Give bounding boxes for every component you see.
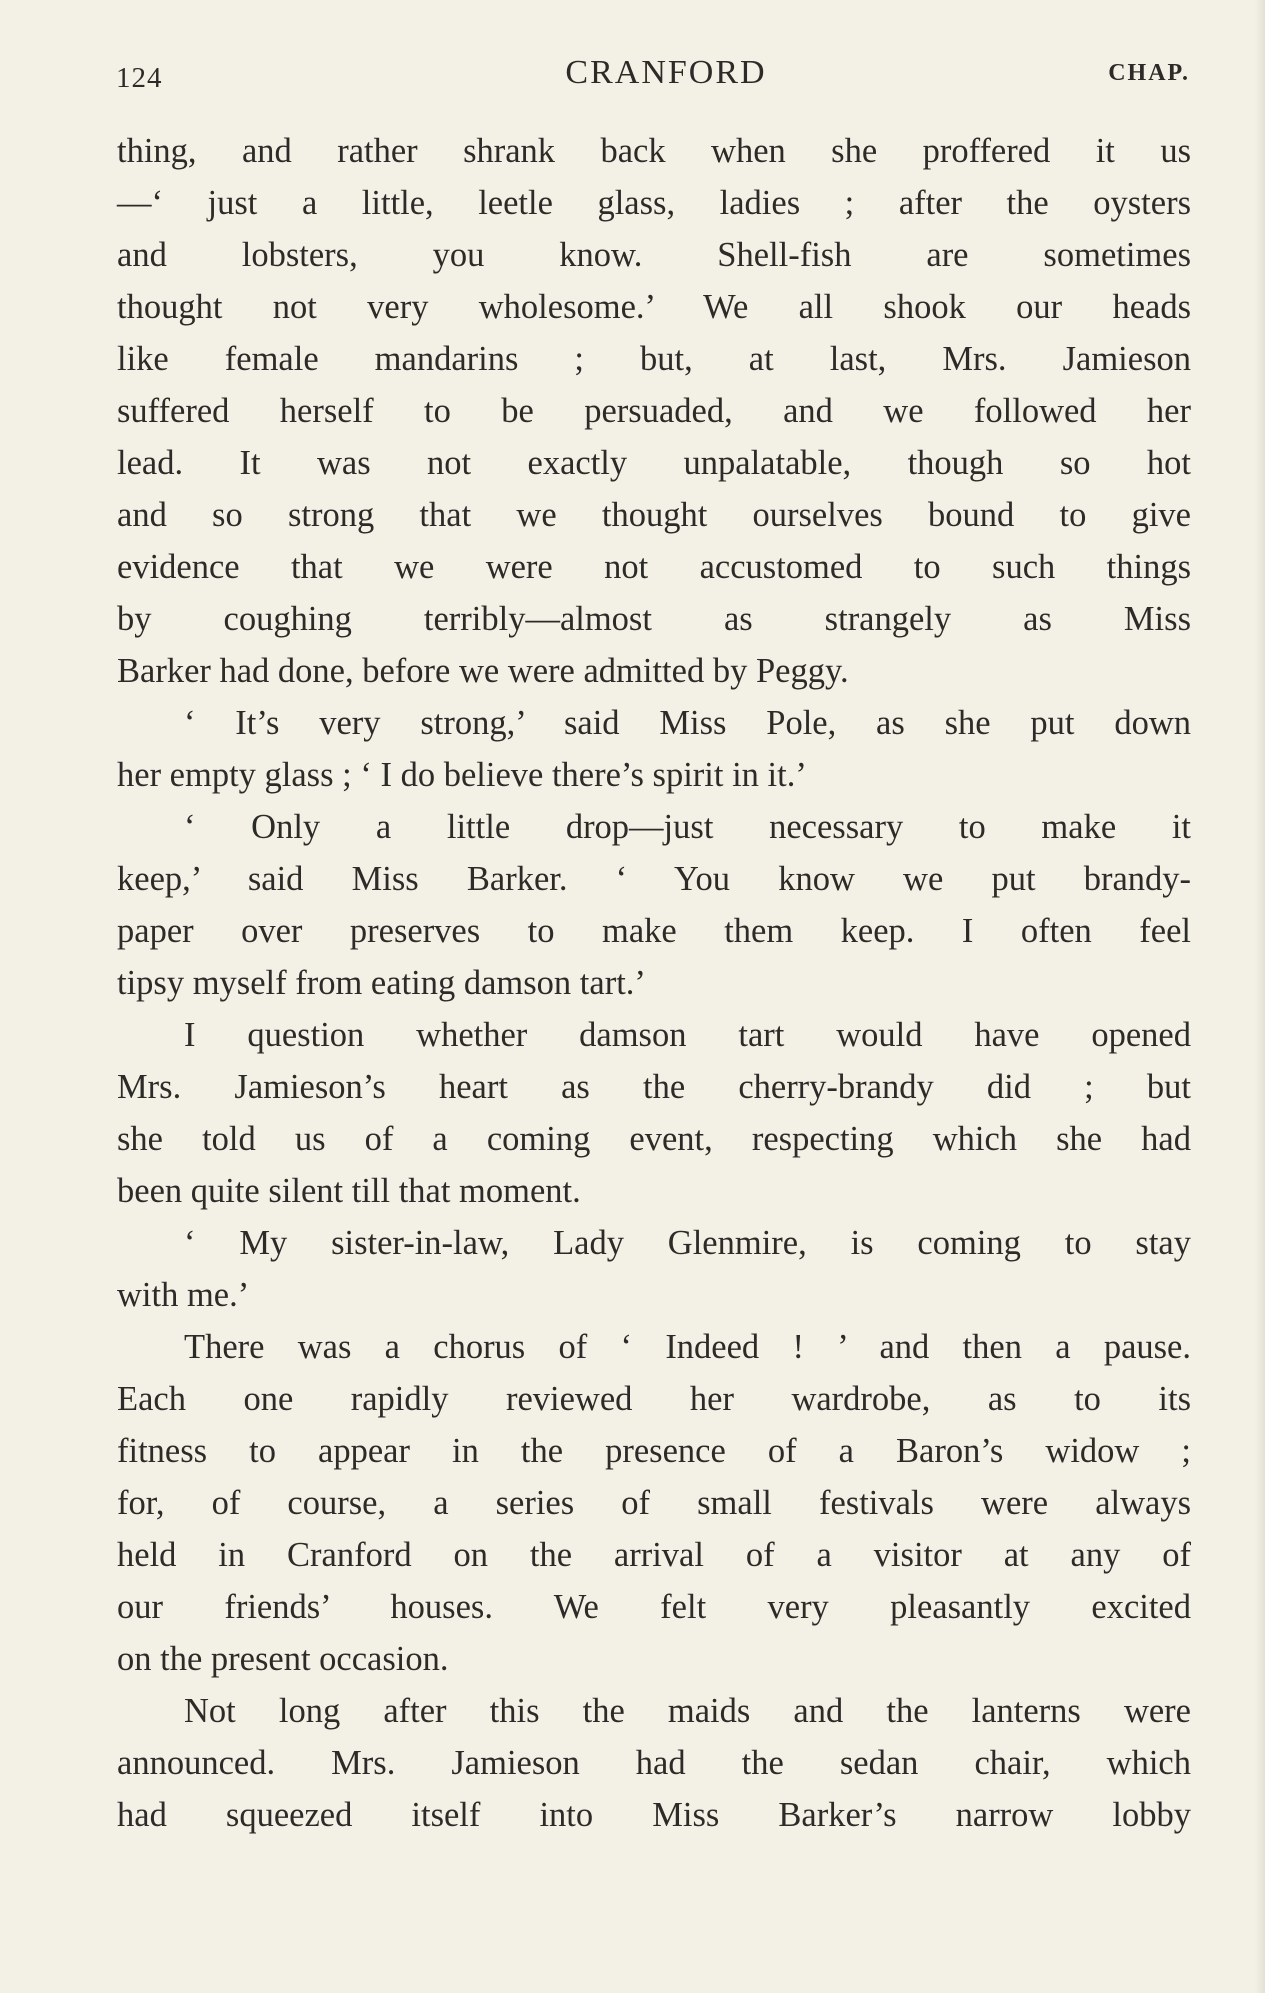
text-line: her empty glass ; ‘ I do believe there’s spirit in it.’ — [117, 756, 807, 794]
text-line: and lobsters, you know. Shell-fish are sometimes — [117, 236, 1191, 274]
text-line: Not long after this the maids and the lanterns were — [184, 1692, 1191, 1730]
text-line: keep,’ said Miss Barker. ‘ You know we put brandy- — [117, 860, 1191, 898]
text-line: she told us of a coming event, respecting which she had — [117, 1120, 1191, 1158]
text-line: by coughing terribly—almost as strangely as Miss — [117, 600, 1191, 638]
text-line: I question whether damson tart would have opened — [184, 1016, 1191, 1054]
text-line: Mrs. Jamieson’s heart as the cherry-brandy did ; but — [117, 1068, 1191, 1106]
text-line: held in Cranford on the arrival of a visitor at any of — [117, 1536, 1191, 1574]
text-line: on the present occasion. — [117, 1640, 449, 1678]
text-line: like female mandarins ; but, at last, Mrs. Jamieson — [117, 340, 1191, 378]
page-number: 124 — [116, 62, 163, 94]
text-line: —‘ just a little, leetle glass, ladies ; after the oysters — [117, 184, 1191, 222]
running-title: CRANFORD — [565, 54, 767, 91]
text-line: ‘ My sister-in-law, Lady Glenmire, is coming to stay — [184, 1224, 1191, 1262]
text-line: had squeezed itself into Miss Barker’s narrow lobby — [117, 1796, 1191, 1834]
text-line: Barker had done, before we were admitted by Peggy. — [117, 652, 849, 690]
text-line: and so strong that we thought ourselves bound to give — [117, 496, 1191, 534]
text-line: tipsy myself from eating damson tart.’ — [117, 964, 646, 1002]
text-line: been quite silent till that moment. — [117, 1172, 581, 1210]
body-text — [117, 125, 1191, 1841]
text-line: evidence that we were not accustomed to such things — [117, 548, 1191, 586]
chapter-label: CHAP. — [1108, 60, 1190, 86]
text-line: lead. It was not exactly unpalatable, though so hot — [117, 444, 1191, 482]
text-line: our friends’ houses. We felt very pleasantly excited — [117, 1588, 1191, 1626]
running-head — [116, 54, 1190, 98]
text-line: paper over preserves to make them keep. I often feel — [117, 912, 1191, 950]
text-line: announced. Mrs. Jamieson had the sedan chair, which — [117, 1744, 1191, 1782]
text-line: There was a chorus of ‘ Indeed ! ’ and then a pause. — [184, 1328, 1191, 1366]
text-line: thought not very wholesome.’ We all shook our heads — [117, 288, 1191, 326]
text-line: suffered herself to be persuaded, and we followed her — [117, 392, 1191, 430]
text-line: thing, and rather shrank back when she proffered it us — [117, 132, 1191, 170]
text-line: for, of course, a series of small festivals were always — [117, 1484, 1191, 1522]
page-edge-shadow — [1255, 0, 1265, 1993]
text-line: ‘ It’s very strong,’ said Miss Pole, as she put down — [184, 704, 1191, 742]
text-line: ‘ Only a little drop—just necessary to make it — [184, 808, 1191, 846]
text-line: Each one rapidly reviewed her wardrobe, as to its — [117, 1380, 1191, 1418]
text-line: fitness to appear in the presence of a Baron’s widow ; — [117, 1432, 1191, 1470]
text-line: with me.’ — [117, 1276, 250, 1314]
